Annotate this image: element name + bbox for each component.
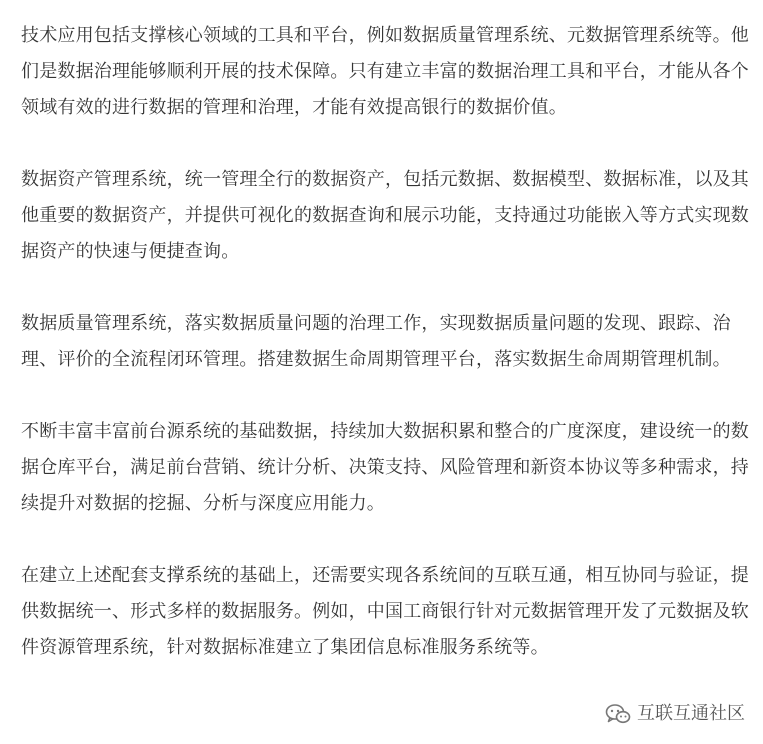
article-body [21,18,751,702]
paragraph-data-quality-system: 数据质量管理系统，落实数据质量问题的治理工作，实现数据质量问题的发现、跟踪、治理、评价的全流程闭环管理。搭建数据生命周期管理平台，落实数据生命周期管理机制。 [21,313,731,370]
paragraph-tech-application: 技术应用包括支撑核心领域的工具和平台，例如数据质量管理系统、元数据管理系统等。他们是数据治理能够顺利开展的技术保障。只有建立丰富的数据治理工具和平台，才能从各个领域有效的进行数据的管理和治理，才能有效提高银行的数据价值。 [21,25,749,118]
watermark [605,702,745,726]
watermark-text: 互联互通社区 [637,703,745,724]
paragraph-data-warehouse: 不断丰富丰富前台源系统的基础数据，持续加大数据积累和整合的广度深度，建设统一的数据仓库平台，满足前台营销、统计分析、决策支持、风险管理和新资本协议等多种需求，持续提升对数据的挖掘、分析与深度应用能力。 [21,421,749,514]
paragraph-interconnection: 在建立上述配套支撑系统的基础上，还需要实现各系统间的互联互通，相互协同与验证，提供数据统一、形式多样的数据服务。例如，中国工商银行针对元数据管理开发了元数据及软件资源管理系统，针对数据标准建立了集团信息标准服务系统等。 [21,565,749,658]
wechat-icon [605,703,631,725]
paragraph-data-asset-system: 数据资产管理系统，统一管理全行的数据资产，包括元数据、数据模型、数据标准，以及其他重要的数据资产，并提供可视化的数据查询和展示功能，支持通过功能嵌入等方式实现数据资产的快速与便捷查询。 [21,169,749,262]
